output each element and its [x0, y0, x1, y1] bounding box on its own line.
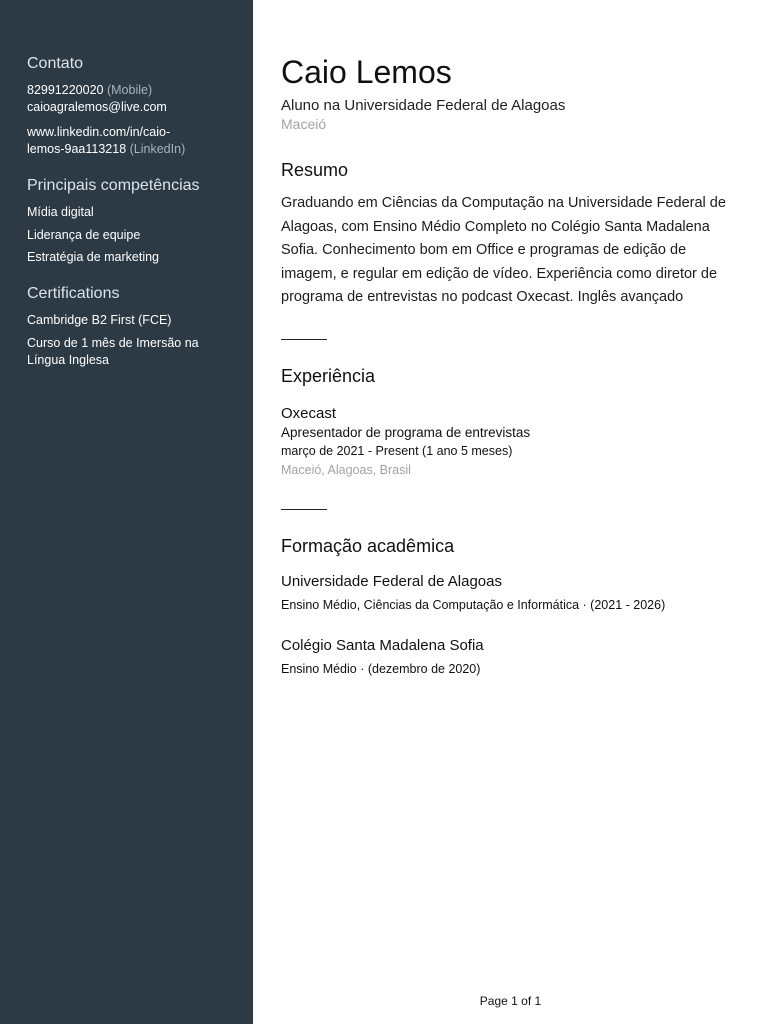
phone-type-label: (Mobile) [106, 83, 153, 97]
phone-line [27, 82, 233, 99]
certifications-section [27, 284, 233, 369]
linkedin-link-line2[interactable]: lemos-9aa113218 [27, 142, 127, 156]
skills-heading: Principais competências [27, 177, 200, 194]
skill-item: Liderança de equipe [27, 227, 141, 242]
education-school: Universidade Federal de Alagoas [281, 572, 502, 590]
sidebar [0, 0, 253, 1024]
summary-title: Resumo [281, 160, 349, 180]
experience-title: Experiência [281, 365, 376, 386]
experience-role: Apresentador de programa de entrevistas [281, 424, 531, 440]
education-degree: Ensino Médio, Ciências da Computação e Informática · (2021 - 2026) [281, 597, 666, 612]
linkedin-link-line1[interactable]: www.linkedin.com/in/caio- [27, 125, 171, 139]
skills-section [27, 176, 233, 266]
profile-location: Maceió [281, 116, 327, 132]
education-degree: Ensino Médio · (dezembro de 2020) [281, 661, 481, 676]
contact-group-primary [27, 82, 233, 116]
contact-section [27, 54, 233, 158]
certification-item: Cambridge B2 First (FCE) [27, 313, 172, 327]
certification-item: Curso de 1 mês de Imersão na Língua Inglesa [27, 336, 199, 367]
profile-name: Caio Lemos [281, 54, 452, 90]
email-link[interactable]: caioagralemos@live.com [27, 100, 167, 114]
phone-number: 82991220020 [27, 83, 104, 97]
section-divider [281, 339, 327, 340]
section-divider [281, 509, 327, 510]
page-number: Page 1 of 1 [479, 994, 542, 1008]
education-school: Colégio Santa Madalena Sofia [281, 636, 484, 654]
main-content [281, 52, 741, 679]
experience-dates: março de 2021 - Present (1 ano 5 meses) [281, 443, 513, 458]
experience-company: Oxecast [281, 404, 337, 422]
summary-text: Graduando em Ciências da Computação na Universidade Federal de Alagoas, com Ensino Médio Completo no Colégio Santa Madalena Sofia. Conhecimento bom em Office e programas de edição de imagem, e regular em edição de vídeo. Experiência como diretor de programa de entrevistas no podcast Oxecast. Inglês avançado [281, 195, 726, 305]
education-item [281, 572, 741, 615]
education-title: Formação acadêmica [281, 535, 455, 556]
experience-item [281, 404, 741, 480]
certifications-heading: Certifications [27, 285, 120, 302]
skill-item: Mídia digital [27, 205, 94, 219]
contact-group-linkedin [27, 124, 233, 158]
linkedin-label: (LinkedIn) [129, 142, 186, 156]
education-item [281, 636, 741, 679]
linkedin-line2 [27, 141, 233, 158]
contact-heading: Contato [27, 55, 84, 72]
experience-location: Maceió, Alagoas, Brasil [281, 462, 411, 477]
profile-headline: Aluno na Universidade Federal de Alagoas [281, 97, 566, 114]
skill-item: Estratégia de marketing [27, 250, 160, 264]
